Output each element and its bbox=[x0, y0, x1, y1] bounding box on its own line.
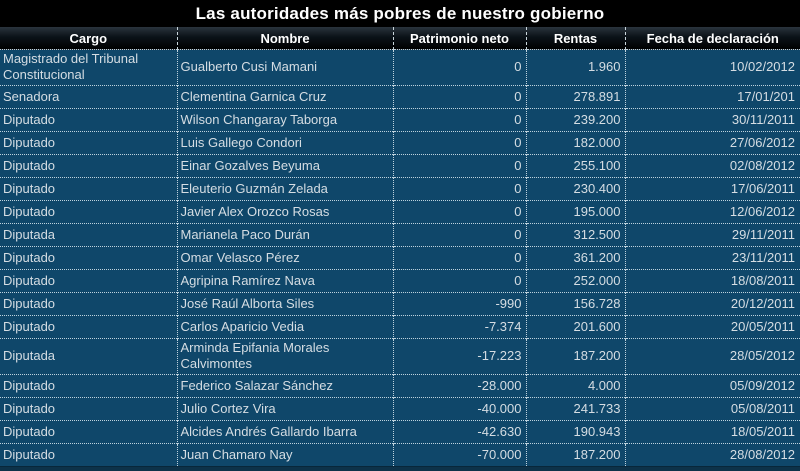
cell-nombre: Julio Cortez Vira bbox=[177, 398, 393, 421]
cell-nombre: Javier Alex Orozco Rosas bbox=[177, 201, 393, 224]
cell-nombre: Omar Velasco Pérez bbox=[177, 247, 393, 270]
cell-nombre: Arminda Epifania Morales Calvimontes bbox=[177, 339, 393, 375]
cell-rentas: 255.100 bbox=[526, 155, 625, 178]
cell-rentas: 187.200 bbox=[526, 444, 625, 467]
cell-rentas: 4.000 bbox=[526, 375, 625, 398]
table-row bbox=[0, 178, 800, 201]
cell-rentas: 195.000 bbox=[526, 201, 625, 224]
cell-rentas: 190.943 bbox=[526, 421, 625, 444]
cell-cargo: Diputado bbox=[0, 155, 177, 178]
cell-patrimonio-neto: 0 bbox=[393, 270, 526, 293]
bottom-bar bbox=[0, 466, 800, 471]
cell-patrimonio-neto: 0 bbox=[393, 132, 526, 155]
cell-fecha-declaracion: 20/12/2011 bbox=[625, 293, 800, 316]
cell-patrimonio-neto: 0 bbox=[393, 155, 526, 178]
cell-fecha-declaracion: 10/02/2012 bbox=[625, 50, 800, 86]
cell-nombre: Agripina Ramírez Nava bbox=[177, 270, 393, 293]
cell-patrimonio-neto: 0 bbox=[393, 201, 526, 224]
cell-rentas: 241.733 bbox=[526, 398, 625, 421]
cell-cargo: Diputado bbox=[0, 444, 177, 467]
table-header bbox=[0, 27, 800, 50]
table-body bbox=[0, 50, 800, 467]
cell-patrimonio-neto: -70.000 bbox=[393, 444, 526, 467]
cell-rentas: 1.960 bbox=[526, 50, 625, 86]
cell-nombre: Juan Chamaro Nay bbox=[177, 444, 393, 467]
cell-cargo: Diputada bbox=[0, 339, 177, 375]
cell-cargo: Diputado bbox=[0, 247, 177, 270]
cell-fecha-declaracion: 02/08/2012 bbox=[625, 155, 800, 178]
column-header-rentas: Rentas bbox=[526, 27, 625, 50]
cell-fecha-declaracion: 20/05/2011 bbox=[625, 316, 800, 339]
cell-nombre: Marianela Paco Durán bbox=[177, 224, 393, 247]
cell-patrimonio-neto: 0 bbox=[393, 247, 526, 270]
cell-nombre: Eleuterio Guzmán Zelada bbox=[177, 178, 393, 201]
cell-nombre: Federico Salazar Sánchez bbox=[177, 375, 393, 398]
cell-cargo: Magistrado del Tribunal Constitucional bbox=[0, 50, 177, 86]
cell-patrimonio-neto: 0 bbox=[393, 178, 526, 201]
header-row bbox=[0, 27, 800, 50]
cell-cargo: Diputado bbox=[0, 293, 177, 316]
cell-fecha-declaracion: 23/11/2011 bbox=[625, 247, 800, 270]
cell-fecha-declaracion: 29/11/2011 bbox=[625, 224, 800, 247]
cell-patrimonio-neto: 0 bbox=[393, 109, 526, 132]
table-row bbox=[0, 155, 800, 178]
cell-cargo: Diputada bbox=[0, 224, 177, 247]
cell-cargo: Diputado bbox=[0, 201, 177, 224]
cell-patrimonio-neto: -7.374 bbox=[393, 316, 526, 339]
cell-fecha-declaracion: 30/11/2011 bbox=[625, 109, 800, 132]
cell-fecha-declaracion: 17/01/201 bbox=[625, 86, 800, 109]
table-row bbox=[0, 109, 800, 132]
cell-patrimonio-neto: 0 bbox=[393, 86, 526, 109]
cell-fecha-declaracion: 12/06/2012 bbox=[625, 201, 800, 224]
cell-rentas: 239.200 bbox=[526, 109, 625, 132]
cell-nombre: Einar Gozalves Beyuma bbox=[177, 155, 393, 178]
cell-fecha-declaracion: 28/05/2012 bbox=[625, 339, 800, 375]
cell-fecha-declaracion: 18/05/2011 bbox=[625, 421, 800, 444]
cell-fecha-declaracion: 18/08/2011 bbox=[625, 270, 800, 293]
table-row bbox=[0, 224, 800, 247]
table-row bbox=[0, 86, 800, 109]
page-title: Las autoridades más pobres de nuestro gobierno bbox=[0, 0, 800, 27]
cell-nombre: Alcides Andrés Gallardo Ibarra bbox=[177, 421, 393, 444]
cell-cargo: Diputado bbox=[0, 132, 177, 155]
cell-patrimonio-neto: -17.223 bbox=[393, 339, 526, 375]
data-table bbox=[0, 27, 800, 466]
table-row bbox=[0, 444, 800, 467]
cell-cargo: Diputado bbox=[0, 270, 177, 293]
table-row bbox=[0, 421, 800, 444]
cell-cargo: Diputado bbox=[0, 109, 177, 132]
cell-rentas: 182.000 bbox=[526, 132, 625, 155]
cell-rentas: 201.600 bbox=[526, 316, 625, 339]
table-row bbox=[0, 132, 800, 155]
table-row bbox=[0, 50, 800, 86]
cell-cargo: Diputado bbox=[0, 178, 177, 201]
column-header-fecha-declaracion: Fecha de declaración bbox=[625, 27, 800, 50]
cell-fecha-declaracion: 17/06/2011 bbox=[625, 178, 800, 201]
cell-fecha-declaracion: 27/06/2012 bbox=[625, 132, 800, 155]
column-header-nombre: Nombre bbox=[177, 27, 393, 50]
cell-patrimonio-neto: -40.000 bbox=[393, 398, 526, 421]
cell-patrimonio-neto: -28.000 bbox=[393, 375, 526, 398]
cell-rentas: 230.400 bbox=[526, 178, 625, 201]
table-row bbox=[0, 270, 800, 293]
cell-fecha-declaracion: 05/08/2011 bbox=[625, 398, 800, 421]
cell-rentas: 156.728 bbox=[526, 293, 625, 316]
cell-nombre: José Raúl Alborta Siles bbox=[177, 293, 393, 316]
table-row bbox=[0, 316, 800, 339]
cell-cargo: Diputado bbox=[0, 421, 177, 444]
table-row bbox=[0, 293, 800, 316]
cell-fecha-declaracion: 28/08/2012 bbox=[625, 444, 800, 467]
column-header-patrimonio-neto: Patrimonio neto bbox=[393, 27, 526, 50]
table-row bbox=[0, 247, 800, 270]
cell-nombre: Clementina Garnica Cruz bbox=[177, 86, 393, 109]
cell-patrimonio-neto: 0 bbox=[393, 50, 526, 86]
cell-patrimonio-neto: -42.630 bbox=[393, 421, 526, 444]
cell-patrimonio-neto: 0 bbox=[393, 224, 526, 247]
cell-rentas: 361.200 bbox=[526, 247, 625, 270]
table-row bbox=[0, 339, 800, 375]
cell-nombre: Wilson Changaray Taborga bbox=[177, 109, 393, 132]
cell-rentas: 312.500 bbox=[526, 224, 625, 247]
cell-cargo: Senadora bbox=[0, 86, 177, 109]
table-row bbox=[0, 398, 800, 421]
cell-cargo: Diputado bbox=[0, 398, 177, 421]
cell-nombre: Gualberto Cusi Mamani bbox=[177, 50, 393, 86]
cell-nombre: Luis Gallego Condori bbox=[177, 132, 393, 155]
cell-cargo: Diputado bbox=[0, 375, 177, 398]
table-row bbox=[0, 201, 800, 224]
cell-rentas: 278.891 bbox=[526, 86, 625, 109]
column-header-cargo: Cargo bbox=[0, 27, 177, 50]
cell-cargo: Diputado bbox=[0, 316, 177, 339]
cell-nombre: Carlos Aparicio Vedia bbox=[177, 316, 393, 339]
cell-rentas: 252.000 bbox=[526, 270, 625, 293]
cell-fecha-declaracion: 05/09/2012 bbox=[625, 375, 800, 398]
table-row bbox=[0, 375, 800, 398]
cell-rentas: 187.200 bbox=[526, 339, 625, 375]
cell-patrimonio-neto: -990 bbox=[393, 293, 526, 316]
